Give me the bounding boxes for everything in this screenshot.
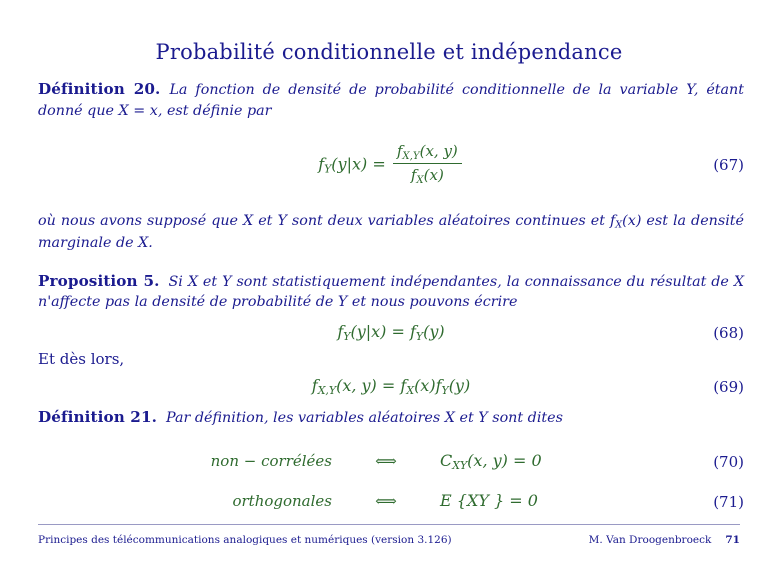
equation-67-den-sub: X xyxy=(416,175,424,187)
proposition-5-y2: Y xyxy=(337,294,348,311)
remark-text-3: sont deux variables aléatoires continues et xyxy=(286,213,610,230)
equation-67-body xyxy=(38,143,744,187)
proposition-5-text-4: n'affecte pas la densité de probabilité de xyxy=(38,294,338,311)
definition-21-text-3: sont dites xyxy=(487,410,563,427)
definition-21-paragraph xyxy=(38,406,744,429)
remark-fx: f xyxy=(609,213,616,230)
remark-x2: X xyxy=(138,234,149,251)
definition-21-label: Définition 21. xyxy=(38,408,158,427)
equation-69-lhs-arg: (x, y) xyxy=(336,376,377,396)
equation-70-rhs-sub: XY xyxy=(452,458,468,472)
footer-author-block xyxy=(589,534,740,546)
equation-69-equals: = xyxy=(381,376,396,396)
slide-body xyxy=(38,78,744,523)
footer-page-number: 71 xyxy=(725,534,740,546)
equation-67-denominator xyxy=(393,164,462,186)
equation-69-body xyxy=(38,376,744,397)
remark-y: Y xyxy=(277,213,287,230)
remark-x: X xyxy=(243,213,254,230)
definition-20-label: Définition 20. xyxy=(38,80,161,98)
equation-67-den-arg: (x) xyxy=(423,166,444,185)
definition-21-x: X xyxy=(444,410,455,427)
equation-68-row xyxy=(38,322,744,344)
equation-68-lhs-sub: Y xyxy=(343,330,351,344)
iff-arrow-icon-2: ⟺ xyxy=(375,491,397,510)
equation-71-body xyxy=(38,491,744,510)
proposition-5-text-2: et xyxy=(198,273,223,290)
equation-67-lhs-arg: (y|x) xyxy=(331,154,368,174)
equation-69-lhs: f xyxy=(311,376,318,396)
iff-arrow-icon: ⟺ xyxy=(375,451,397,470)
proposition-5-x: X xyxy=(187,273,198,290)
equation-69-rhs1-arg: (x) xyxy=(414,376,436,396)
equation-70-rhs-c: C xyxy=(440,450,453,470)
equation-68-lhs-arg: (y|x) xyxy=(350,322,387,342)
equation-70-body xyxy=(38,451,744,472)
equation-71-label: orthogonales xyxy=(232,491,332,510)
equation-68-body xyxy=(38,322,744,343)
definition-21-text-1: Par définition, les variables aléatoires xyxy=(166,410,445,427)
definition-20-paragraph xyxy=(38,78,744,121)
definition-21-y: Y xyxy=(478,410,488,427)
equation-67-den-f: f xyxy=(410,166,417,185)
proposition-5-text-3: sont statistiquement indépendantes, la connaissance du résultat de xyxy=(231,273,734,290)
equation-67-num-sub: X,Y xyxy=(402,151,420,163)
remark-fx-sub: X xyxy=(615,219,623,231)
equation-67-num-arg: (x, y) xyxy=(419,142,458,161)
remark-text-4: est la densité marginale de xyxy=(38,213,744,251)
equation-70-row xyxy=(38,451,744,473)
equation-68-rhs-sub: Y xyxy=(415,330,424,344)
equation-71-number: (71) xyxy=(713,492,744,511)
equation-68-equals: = xyxy=(391,322,405,342)
equation-67-lhs: f xyxy=(318,154,325,174)
equation-67-row xyxy=(38,143,744,187)
equation-68-rhs-arg: (y) xyxy=(423,322,445,342)
equation-70-label: non − corrélées xyxy=(210,451,332,470)
remark-fx-arg: (x) xyxy=(622,213,642,230)
footer-divider xyxy=(38,524,740,525)
remark-text-1: où nous avons supposé que xyxy=(38,213,244,230)
equation-69-rhs2-sub: Y xyxy=(441,384,449,398)
footer-source-text: Principes des télécommunications analogiques et numériques (version 3.126) xyxy=(38,534,452,546)
equation-69-row xyxy=(38,376,744,398)
definition-21-text-2: et xyxy=(454,410,479,427)
equation-71-rhs: E {XY } = 0 xyxy=(440,490,538,510)
equation-70-rhs-arg: (x, y) = 0 xyxy=(467,450,542,470)
proposition-5-x2: X xyxy=(733,273,744,290)
et-des-lors-text: Et dès lors, xyxy=(38,350,125,369)
footer-author: M. Van Droogenbroeck xyxy=(588,534,712,546)
definition-20-text-3: , est définie par xyxy=(157,102,272,119)
definition-20-text-1: La fonction de densité de probabilité conditionnelle de la variable xyxy=(169,82,687,98)
equation-67-number: (67) xyxy=(713,156,744,175)
equation-69-rhs1-sub: X xyxy=(406,384,415,398)
equation-71-row xyxy=(38,491,744,513)
remark-paragraph xyxy=(38,211,744,254)
equation-69-lhs-sub: X,Y xyxy=(317,384,337,398)
page-title: Probabilité conditionnelle et indépendance xyxy=(155,40,623,64)
definition-20-condition: X = x xyxy=(118,102,158,119)
equation-70-rhs xyxy=(440,451,660,472)
definition-20-var-y: Y xyxy=(686,82,694,98)
equation-69-rhs1: f xyxy=(400,376,407,396)
equation-67-fraction xyxy=(393,142,462,186)
proposition-5-label: Proposition 5. xyxy=(38,271,160,290)
remark-text-5: . xyxy=(148,234,153,251)
proposition-5-paragraph xyxy=(38,270,744,313)
equation-70-number: (70) xyxy=(713,452,744,471)
equation-67-equals: = xyxy=(372,154,386,174)
equation-69-rhs2-arg: (y) xyxy=(448,376,471,396)
remark-text-2: et xyxy=(253,213,278,230)
proposition-5-text-1: Si xyxy=(168,273,188,290)
definition-20-text-2: , étant donné que xyxy=(38,82,744,119)
equation-67-numerator xyxy=(393,142,462,164)
equation-69-rhs2: f xyxy=(435,376,442,396)
equation-69-number: (69) xyxy=(713,378,744,397)
equation-68-lhs: f xyxy=(337,322,344,342)
proposition-5-y: Y xyxy=(222,273,232,290)
proposition-5-text-5: et nous pouvons écrire xyxy=(347,294,518,311)
equation-68-number: (68) xyxy=(713,324,744,343)
equation-68-rhs: f xyxy=(410,322,416,342)
equation-67-lhs-sub: Y xyxy=(324,162,332,176)
equation-67-num-f: f xyxy=(396,142,403,161)
